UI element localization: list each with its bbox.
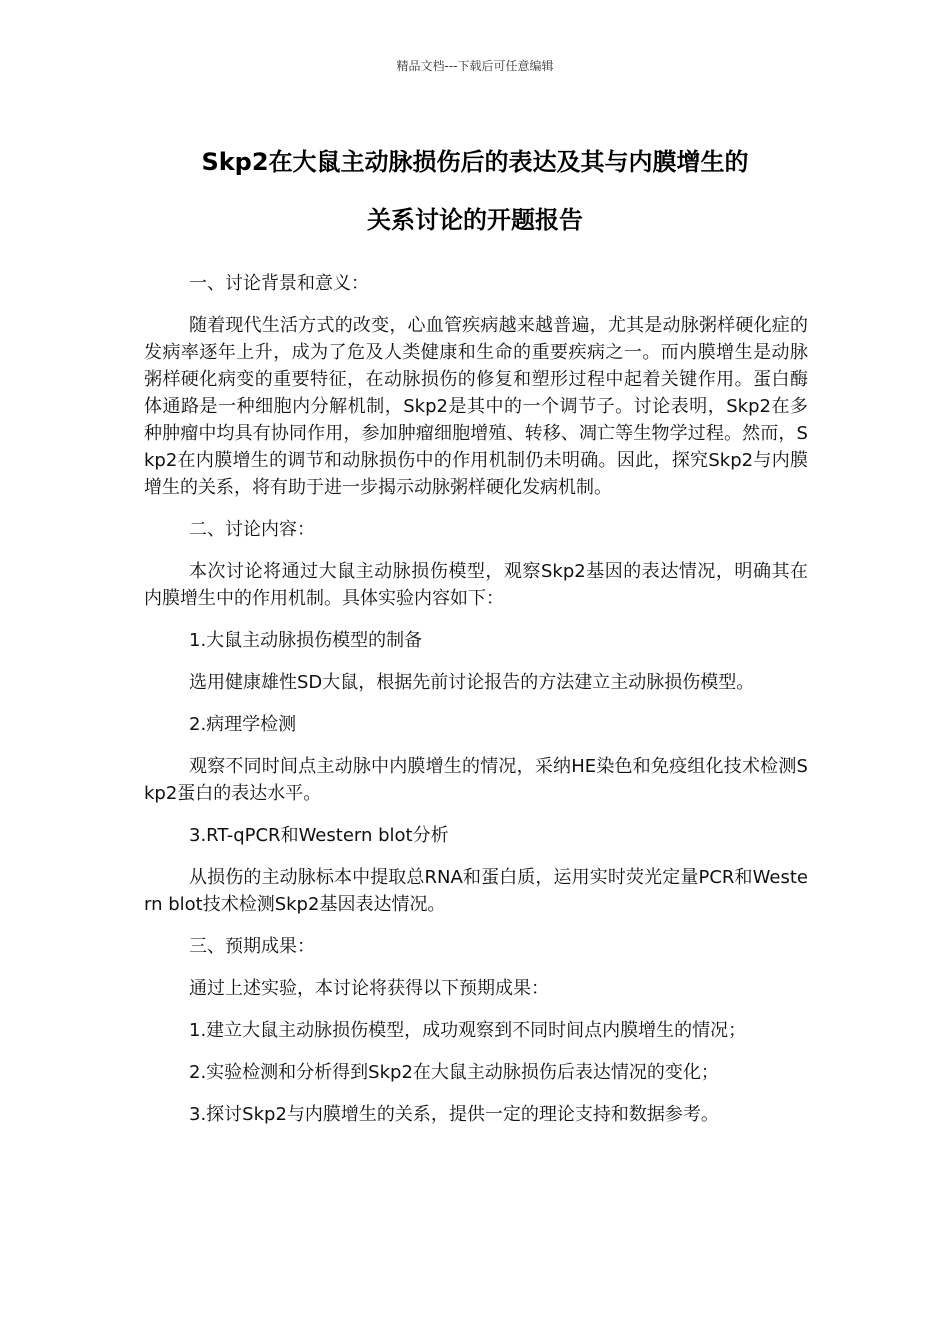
expected-result-3: 3.探讨Skp2与内膜增生的关系，提供一定的理论支持和数据参考。 <box>189 1104 719 1125</box>
expected-result-2: 2.实验检测和分析得到Skp2在大鼠主动脉损伤后表达情况的变化； <box>189 1062 719 1083</box>
title-line-2: 关系讨论的开题报告 <box>367 206 583 234</box>
paragraph-content-intro: 本次讨论将通过大鼠主动脉损伤模型，观察Skp2基因的表达情况，明确其在内膜增生中的作用机制。具体实验内容如下： <box>144 561 808 609</box>
expected-result-1: 1.建立大鼠主动脉损伤模型，成功观察到不同时间点内膜增生的情况； <box>189 1020 747 1041</box>
paragraph-model-preparation: 选用健康雄性SD大鼠，根据先前讨论报告的方法建立主动脉损伤模型。 <box>189 672 755 693</box>
document-title <box>0 133 950 249</box>
subheading-model-preparation: 1.大鼠主动脉损伤模型的制备 <box>189 630 423 651</box>
section-heading-expected-results: 三、预期成果： <box>189 936 315 957</box>
document-body <box>144 270 808 1143</box>
paragraph-rtqpcr-western: 从损伤的主动脉标本中提取总RNA和蛋白质，运用实时荧光定量PCR和Western blot技术检测Skp2基因表达情况。 <box>144 867 808 915</box>
paragraph-expected-intro: 通过上述实验，本讨论将获得以下预期成果： <box>189 978 549 999</box>
subheading-pathology: 2.病理学检测 <box>189 714 297 735</box>
paragraph-pathology: 观察不同时间点主动脉中内膜增生的情况，采纳HE染色和免疫组化技术检测Skp2蛋白的表达水平。 <box>144 756 808 804</box>
title-line-1: Skp2在大鼠主动脉损伤后的表达及其与内膜增生的 <box>201 148 749 176</box>
paragraph-background: 随着现代生活方式的改变，心血管疾病越来越普遍，尤其是动脉粥样硬化症的发病率逐年上升，成为了危及人类健康和生命的重要疾病之一。而内膜增生是动脉粥样硬化病变的重要特征，在动脉损伤的修复和塑形过程中起着关键作用。蛋白酶体通路是一种细胞内分解机制，Skp2是其中的一个调节子。讨论表明，Skp2在多种肿瘤中均具有协同作用，参加肿瘤细胞增殖、转移、凋亡等生物学过程。然而，Skp2在内膜增生的调节和动脉损伤中的作用机制仍未明确。因此，探究Skp2与内膜增生的关系，将有助于进一步揭示动脉粥样硬化发病机制。 <box>144 315 808 498</box>
page-header-watermark: 精品文档---下载后可任意编辑 <box>396 59 554 73</box>
section-heading-background: 一、讨论背景和意义： <box>189 273 369 294</box>
subheading-rtqpcr-western: 3.RT-qPCR和Western blot分析 <box>189 825 449 846</box>
section-heading-content: 二、讨论内容： <box>189 519 315 540</box>
